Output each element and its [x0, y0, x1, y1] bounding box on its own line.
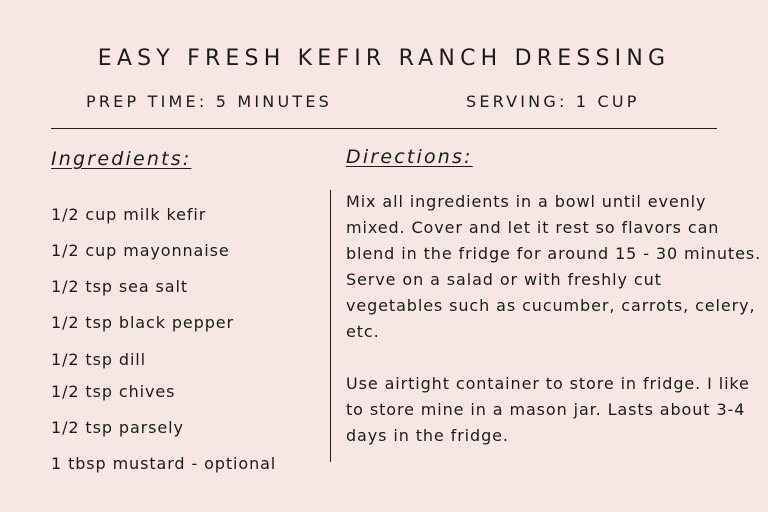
ingredient-item: 1/2 tsp parsely — [51, 418, 184, 437]
prep-time: PREP TIME: 5 MINUTES — [86, 92, 332, 111]
ingredient-item: 1/2 cup milk kefir — [51, 205, 207, 224]
directions-heading: Directions: — [346, 146, 473, 168]
column-divider — [330, 190, 331, 462]
ingredient-item: 1/2 tsp sea salt — [51, 277, 189, 296]
directions-paragraph: Use airtight container to store in fridge. I like to store mine in a mason jar. Lasts about 3-4 days in the fridge. — [346, 374, 750, 445]
serving-size: SERVING: 1 CUP — [466, 92, 640, 111]
directions-paragraph: Mix all ingredients in a bowl until evenly mixed. Cover and let it rest so flavors can blend in the fridge for around 15 - 30 minutes. Serve on a salad or with freshly cut vegetables such as cucumber, carrots, celery, etc. — [346, 192, 762, 341]
ingredient-item: 1/2 tsp black pepper — [51, 313, 234, 332]
ingredient-item: 1/2 tsp chives — [51, 382, 176, 401]
ingredient-item: 1/2 cup mayonnaise — [51, 241, 230, 260]
ingredient-item: 1 tbsp mustard - optional — [51, 454, 277, 473]
directions-text — [346, 189, 764, 449]
recipe-title: EASY FRESH KEFIR RANCH DRESSING — [97, 46, 671, 71]
ingredients-heading: Ingredients: — [51, 148, 192, 170]
ingredient-item: 1/2 tsp dill — [51, 350, 146, 369]
header-divider — [51, 128, 717, 129]
